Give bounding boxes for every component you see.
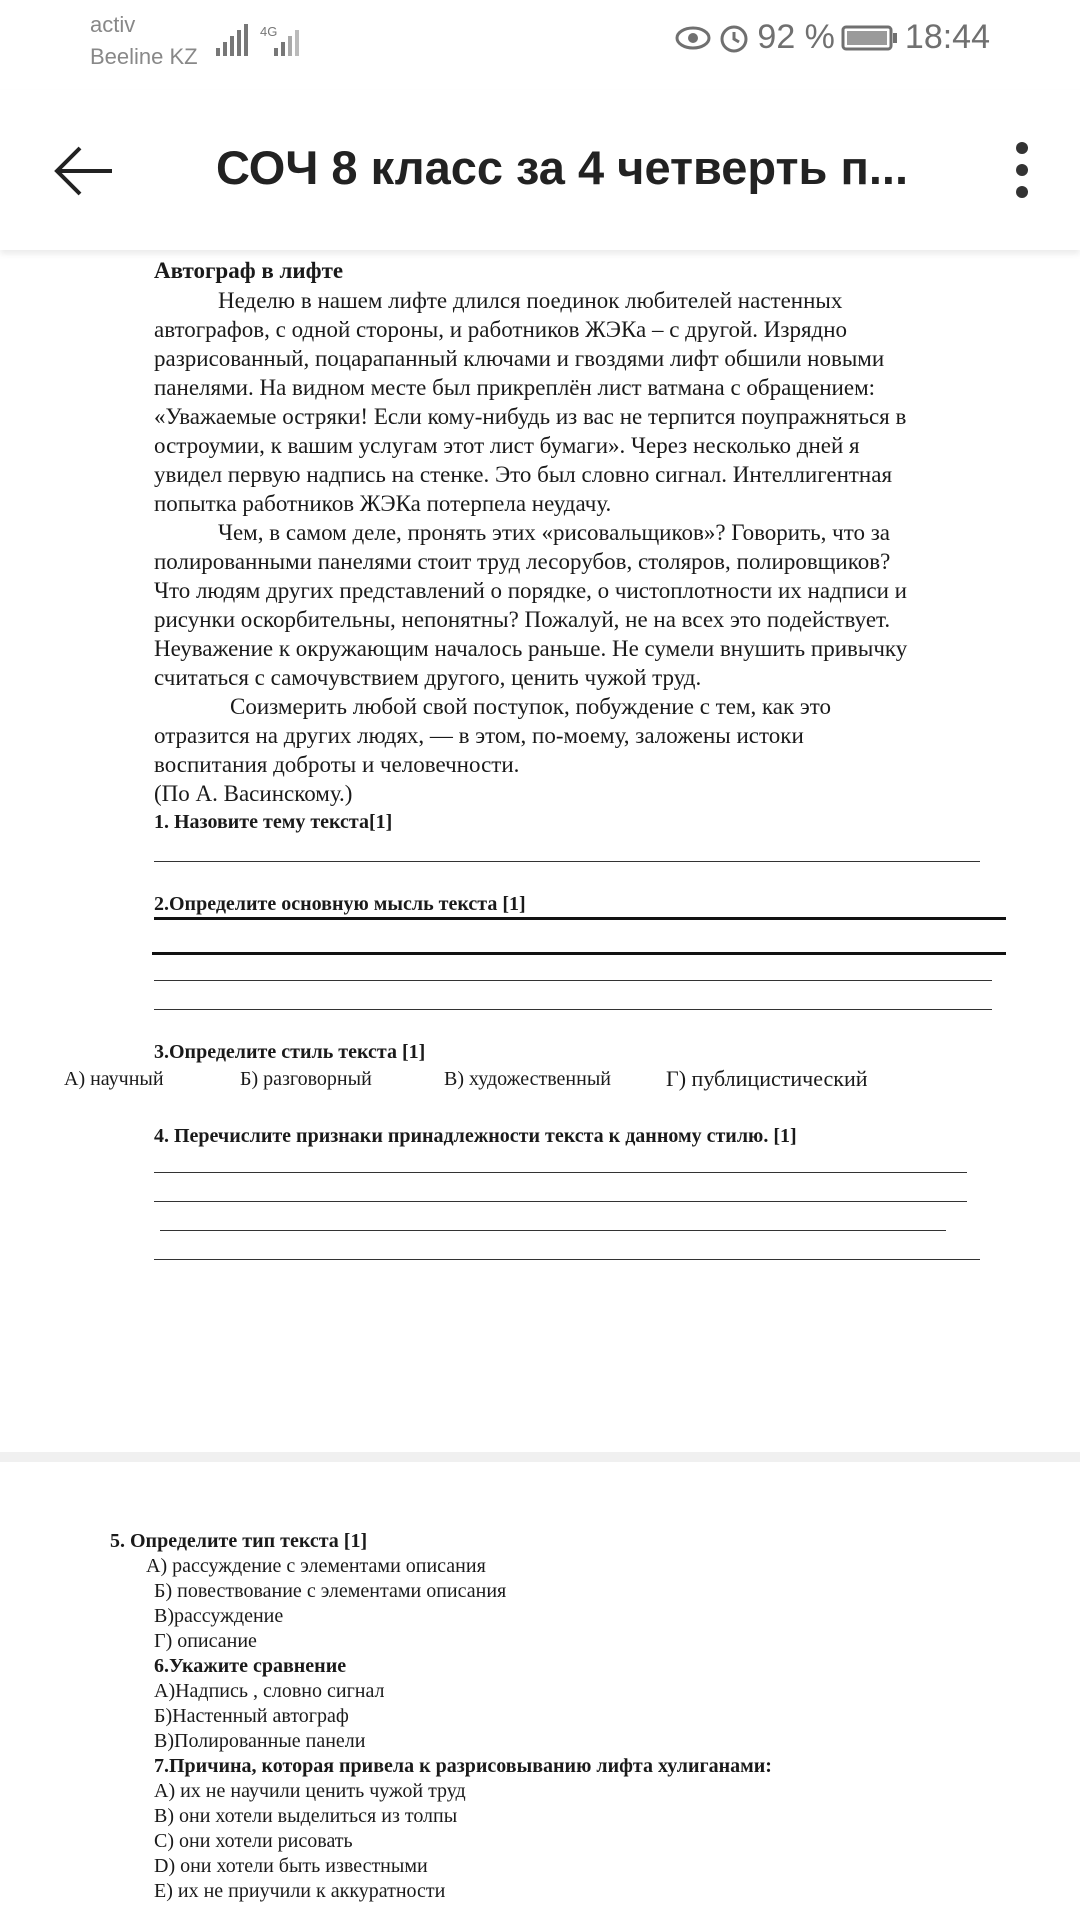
answer-line	[160, 1230, 946, 1231]
q7-option-c: С) они хотели рисовать	[154, 1830, 353, 1852]
answer-line	[152, 952, 1006, 955]
text-line: Неуважение к окружающим началось раньше. Не сумели внушить привычку	[154, 636, 908, 661]
more-options-icon[interactable]	[1012, 140, 1032, 200]
q5-option-a: А) рассуждение с элементами описания	[146, 1555, 486, 1577]
answer-line	[154, 917, 1006, 920]
text-line: панелями. На видном месте был прикреплён лист ватмана с обращением:	[154, 375, 876, 400]
operator-name: Beeline KZ	[90, 44, 198, 69]
battery-icon	[841, 23, 899, 53]
text-line: увидел первую надпись на стенке. Это был словно сигнал. Интеллигентная	[154, 462, 893, 487]
text-line: разрисованный, поцарапанный ключами и гвоздями лифт обшили новыми	[154, 346, 885, 371]
q3-option-a: А) научный	[64, 1068, 164, 1090]
text-heading: Автограф в лифте	[154, 258, 344, 283]
question-6: 6.Укажите сравнение	[154, 1655, 347, 1677]
app-bar	[0, 90, 1080, 250]
page-separator	[0, 1452, 1080, 1462]
text-line: полированными панелями стоит труд лесорубов, столяров, полировщиков?	[154, 549, 891, 574]
text-line: считаться с самочувствием другого, ценить чужой труд.	[154, 665, 702, 690]
answer-line	[154, 980, 992, 981]
q7-option-b: В) они хотели выделиться из толпы	[154, 1805, 458, 1827]
text-line: Что людям других представлений о порядке, о чистоплотности их надписи и	[154, 578, 907, 603]
alarm-icon	[717, 21, 751, 55]
battery-percent: 92 %	[757, 18, 835, 56]
text-line: отразится на других людях, — в этом, по-моему, заложены истоки	[154, 723, 804, 748]
answer-line	[154, 1201, 967, 1202]
text-line: воспитания доброты и человечности.	[154, 752, 520, 777]
q6-option-a: А)Надпись , словно сигнал	[154, 1680, 385, 1702]
q6-option-b: Б)Настенный автограф	[154, 1705, 349, 1727]
text-line: остроумии, к вашим услугам этот лист бумаги». Через несколько дней я	[154, 433, 860, 458]
text-line: рисунки оскорбительны, непонятны? Пожалуй, не на всех это подействует.	[154, 607, 891, 632]
q6-option-c: В)Полированные панели	[154, 1730, 366, 1752]
q7-option-e: Е) их не приучили к аккуратности	[154, 1880, 446, 1902]
text-line: Соизмерить любой свой поступок, побуждение с тем, как это	[230, 694, 832, 719]
back-arrow-icon[interactable]	[52, 140, 114, 202]
q3-option-b: Б) разговорный	[240, 1068, 372, 1090]
question-5: 5. Определите тип текста [1]	[110, 1530, 368, 1552]
document-title: СОЧ 8 класс за 4 четверть п...	[216, 141, 909, 194]
q3-option-c: В) художественный	[444, 1068, 611, 1090]
text-line: (По А. Васинскому.)	[154, 781, 353, 806]
clock: 18:44	[904, 18, 990, 56]
operator-label: activ	[90, 12, 136, 37]
question-1: 1. Назовите тему текста[1]	[154, 811, 393, 833]
answer-line	[154, 1172, 967, 1173]
text-line: автографов, с одной стороны, и работников ЖЭКа – с другой. Изрядно	[154, 317, 848, 342]
answer-line	[154, 861, 980, 862]
status-right	[675, 18, 990, 57]
question-3: 3.Определите стиль текста [1]	[154, 1041, 426, 1063]
question-7: 7.Причина, которая привела к разрисовыванию лифта хулиганами:	[154, 1755, 772, 1777]
text-line: попытка работников ЖЭКа потерпела неудачу.	[154, 491, 612, 516]
network-type: 4G	[260, 24, 278, 39]
answer-line	[154, 1259, 980, 1260]
q7-option-a: А) их не научили ценить чужой труд	[154, 1780, 466, 1802]
text-line: Чем, в самом деле, пронять этих «рисовальщиков»? Говорить, что за	[218, 520, 890, 545]
q7-option-d: D) они хотели быть известными	[154, 1855, 428, 1877]
signal-icon	[216, 22, 311, 58]
answer-line	[154, 1009, 992, 1010]
question-2: 2.Определите основную мысль текста [1]	[154, 893, 526, 915]
q5-option-d: Г) описание	[154, 1630, 257, 1652]
question-4: 4. Перечислите признаки принадлежности текста к данному стилю. [1]	[154, 1125, 797, 1147]
status-bar	[0, 0, 1080, 90]
q3-option-d: Г) публицистический	[666, 1066, 868, 1091]
q5-option-b: Б) повествование с элементами описания	[154, 1580, 507, 1602]
eye-icon	[675, 23, 711, 53]
q5-option-c: В)рассуждение	[154, 1605, 284, 1627]
text-line: Неделю в нашем лифте длился поединок любителей настенных	[218, 288, 843, 313]
text-line: «Уважаемые остряки! Если кому-нибудь из вас не терпится поупражняться в	[154, 404, 907, 429]
